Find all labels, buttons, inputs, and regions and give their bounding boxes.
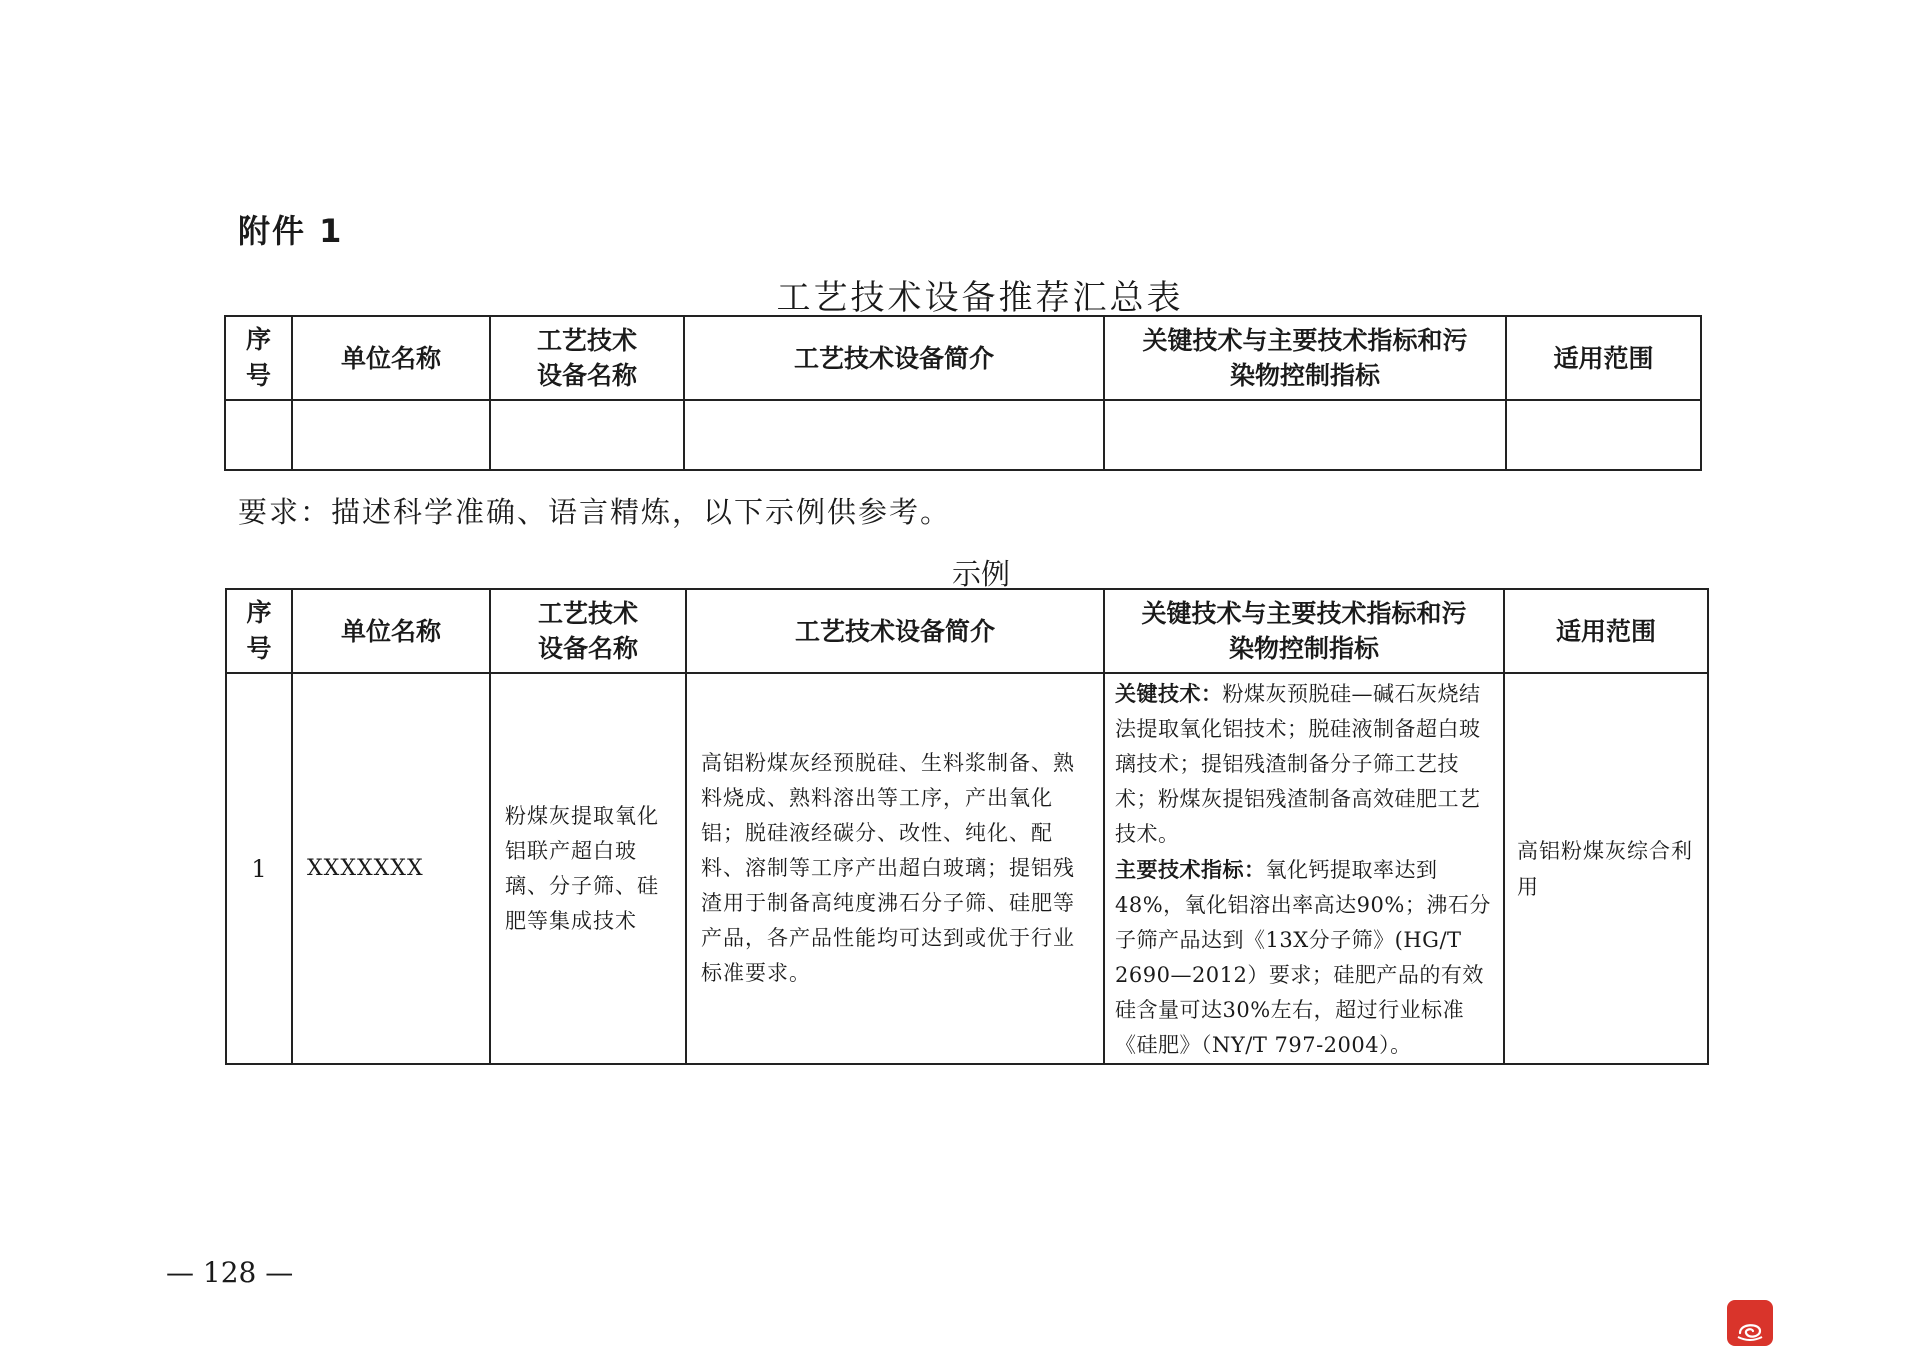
header-seq: 序号 bbox=[226, 589, 292, 673]
swirl-icon bbox=[1736, 1317, 1764, 1341]
summary-table bbox=[224, 315, 1702, 471]
table-header-row bbox=[225, 316, 1701, 400]
cell-key-tech bbox=[1104, 673, 1504, 1064]
empty-cell bbox=[292, 400, 490, 470]
header-intro: 工艺技术设备简介 bbox=[686, 589, 1104, 673]
page-title: 工艺技术设备推荐汇总表 bbox=[776, 278, 1184, 318]
key-tech-text: 粉煤灰预脱硅—碱石灰烧结法提取氧化铝技术；脱硅液制备超白玻璃技术；提铝残渣制备分子筛工艺技术；粉煤灰提铝残渣制备高效硅肥工艺技术。 bbox=[1115, 682, 1481, 846]
header-key-tech: 关键技术与主要技术指标和污染物控制指标 bbox=[1104, 316, 1506, 400]
cell-intro: 高铝粉煤灰经预脱硅、生料浆制备、熟料烧成、熟料溶出等工序，产出氧化铝；脱硅液经碳分、改性、纯化、配料、溶制等工序产出超白玻璃；提铝残渣用于制备高纯度沸石分子筛、硅肥等产品，各产品性能均可达到或优于行业标准要求。 bbox=[686, 673, 1104, 1064]
table-row bbox=[225, 400, 1701, 470]
seal-logo-icon bbox=[1727, 1300, 1773, 1346]
cell-tech-name: 粉煤灰提取氧化铝联产超白玻璃、分子筛、硅肥等集成技术 bbox=[490, 673, 686, 1064]
table-row bbox=[226, 673, 1708, 1064]
example-label: 示例 bbox=[951, 557, 1010, 591]
header-intro: 工艺技术设备简介 bbox=[684, 316, 1104, 400]
empty-cell bbox=[684, 400, 1104, 470]
header-unit: 单位名称 bbox=[292, 589, 490, 673]
key-tech-label: 关键技术： bbox=[1115, 681, 1223, 706]
header-scope: 适用范围 bbox=[1506, 316, 1701, 400]
header-tech-name: 工艺技术设备名称 bbox=[490, 589, 686, 673]
example-table bbox=[225, 588, 1709, 1065]
header-unit: 单位名称 bbox=[292, 316, 490, 400]
main-index-label: 主要技术指标： bbox=[1115, 857, 1266, 882]
header-key-tech: 关键技术与主要技术指标和污染物控制指标 bbox=[1104, 589, 1504, 673]
page-number: — 128 — bbox=[166, 1256, 294, 1289]
cell-scope: 高铝粉煤灰综合利用 bbox=[1504, 673, 1708, 1064]
cell-unit: XXXXXXX bbox=[292, 673, 490, 1064]
header-tech-name: 工艺技术设备名称 bbox=[490, 316, 684, 400]
cell-seq: 1 bbox=[226, 673, 292, 1064]
main-index-text: 氧化钙提取率达到48%，氧化铝溶出率高达90%；沸石分子筛产品达到《13X分子筛》(HG/T 2690—2012）要求；硅肥产品的有效硅含量可达30%左右，超过行业标准《硅肥》（NY/T 797-2004）。 bbox=[1115, 858, 1491, 1057]
header-scope: 适用范围 bbox=[1504, 589, 1708, 673]
header-seq: 序号 bbox=[225, 316, 292, 400]
requirement-text: 要求：描述科学准确、语言精炼，以下示例供参考。 bbox=[238, 495, 952, 529]
attachment-label: 附件 1 bbox=[238, 212, 344, 250]
empty-cell bbox=[1104, 400, 1506, 470]
empty-cell bbox=[1506, 400, 1701, 470]
empty-cell bbox=[490, 400, 684, 470]
table-header-row bbox=[226, 589, 1708, 673]
empty-cell bbox=[225, 400, 292, 470]
